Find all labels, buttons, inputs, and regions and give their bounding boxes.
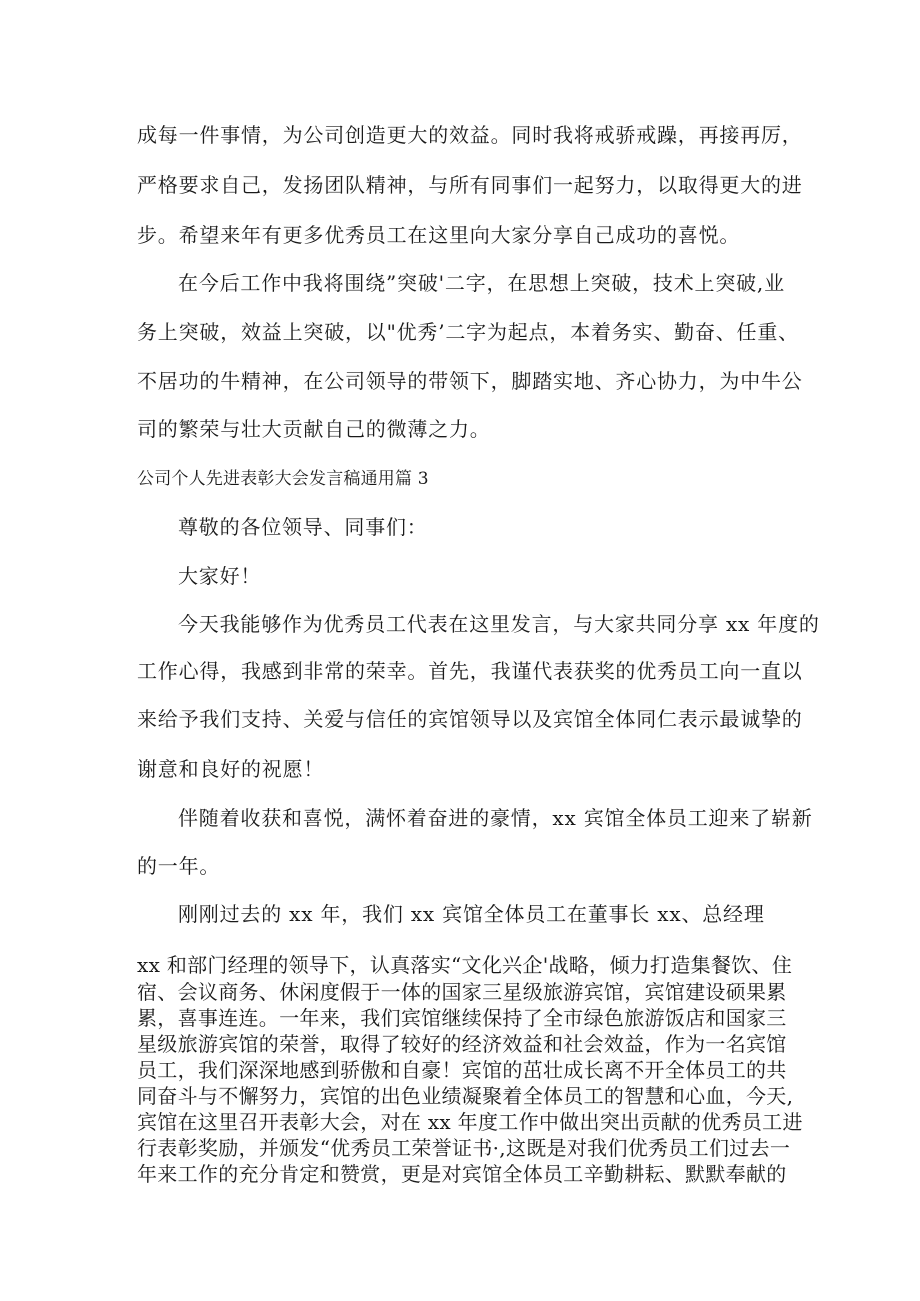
paragraph-2-line-2: 务上突破，效益上突破，以"优秀’二字为起点，本着务实、勤奋、任重、 [137, 320, 799, 344]
paragraph-2-line-1: 在今后工作中我将围绕”突破'二字，在思想上突破，技术上突破,业 [178, 271, 785, 295]
paragraph-6-line-7: 宾馆在这里召开表彰大会，对在 xx 年度工作中做出突出贡献的优秀员工进 [137, 1110, 803, 1134]
paragraph-6-line-6: 同奋斗与不懈努力，宾馆的出色业绩凝聚着全体员工的智慧和心血，今天, [137, 1084, 794, 1108]
paragraph-1-line-1: 成每一件事情，为公司创造更大的效益。同时我将戒骄戒躁，再接再厉， [137, 123, 803, 147]
paragraph-6-line-1: xx 和部门经理的领导下，认真落实“文化兴企'战略，倾力打造集餐饮、住 [137, 953, 793, 977]
section-heading: 公司个人先进表彰大会发言稿通用篇 3 [137, 469, 429, 489]
paragraph-3-line-3: 来给予我们支持、关爱与信任的宾馆领导以及宾馆全体同仁表示最诚挚的 [137, 707, 803, 731]
paragraph-2-line-4: 司的繁荣与壮大贡献自己的微薄之力。 [137, 417, 491, 441]
paragraph-6-line-5: 员工，我们深深地感到骄傲和自豪！宾馆的茁壮成长离不开全体员工的共 [137, 1058, 787, 1082]
greeting: 大家好！ [178, 564, 262, 588]
paragraph-6-line-3: 累，喜事连连。一年来，我们宾馆继续保持了全市绿色旅游饭店和国家三 [137, 1006, 787, 1030]
paragraph-6-line-9: 年来工作的充分肯定和赞赏，更是对宾馆全体员工辛勤耕耘、默默奉献的 [137, 1162, 787, 1186]
paragraph-1-line-3: 步。希望来年有更多优秀员工在这里向大家分享自己成功的喜悦。 [137, 223, 741, 247]
paragraph-2-line-3: 不居功的牛精神，在公司领导的带领下，脚踏实地、齐心协力，为中牛公 [137, 369, 803, 393]
paragraph-6-line-8: 行表彰奖励，并颁发“优秀员工荣誉证书·,这既是对我们优秀员工们过去一 [137, 1136, 791, 1160]
paragraph-3-line-4: 谢意和良好的祝愿！ [137, 757, 325, 781]
paragraph-6-line-4: 星级旅游宾馆的荣誉，取得了较好的经济效益和社会效益，作为一名宾馆 [137, 1032, 787, 1056]
paragraph-1-line-2: 严格要求自己，发扬团队精神，与所有同事们一起努力，以取得更大的进 [137, 173, 803, 197]
paragraph-3-line-1: 今天我能够作为优秀员工代表在这里发言，与大家共同分享 xx 年度的 [178, 612, 820, 636]
paragraph-6-line-2: 宿、会议商务、休闲度假于一体的国家三星级旅游宾馆，宾馆建设硕果累 [137, 980, 787, 1004]
paragraph-4-line-2: 的一年。 [137, 854, 221, 878]
paragraph-4-line-1: 伴随着收获和喜悦，满怀着奋进的豪情，xx 宾馆全体员工迎来了崭新 [178, 806, 813, 830]
salutation: 尊敬的各位领导、同事们： [178, 515, 428, 539]
paragraph-3-line-2: 工作心得，我感到非常的荣幸。首先，我谨代表获奖的优秀员工向一直以 [137, 659, 803, 683]
paragraph-5-line-1: 刚刚过去的 xx 年，我们 xx 宾馆全体员工在董事长 xx、总经理 [178, 902, 765, 926]
